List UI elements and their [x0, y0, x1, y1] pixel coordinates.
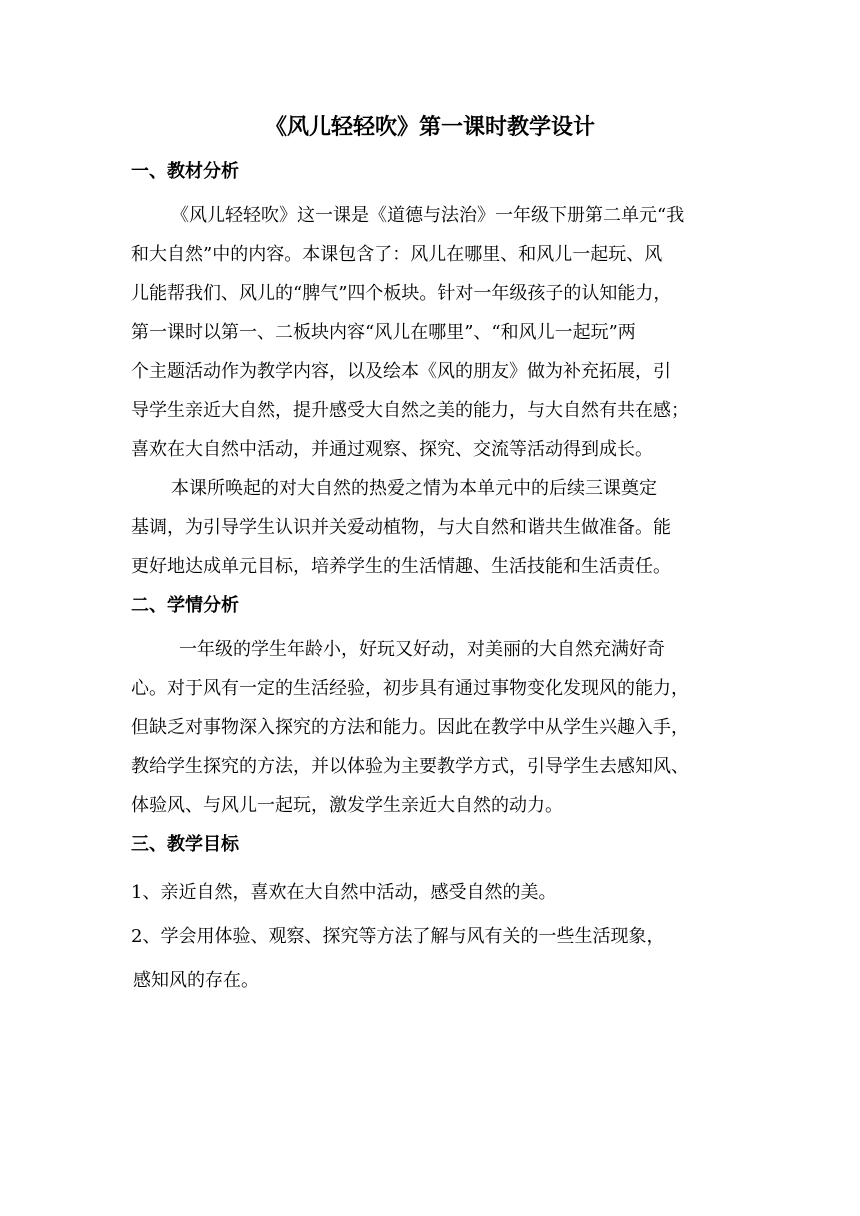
text-line: 2、学会用体验、观察、探究等方法了解与风有关的一些生活现象，: [131, 926, 665, 947]
text-line: 更好地达成单元目标，培养学生的生活情趣、生活技能和生活责任。: [131, 556, 671, 577]
paragraph-textbook-analysis-2: [131, 469, 743, 586]
goal-item-1: [131, 871, 743, 915]
paragraph-student-analysis: [131, 630, 743, 825]
section-heading-student-analysis: 二、学情分析: [131, 595, 239, 616]
text-line: 教给学生探究的方法，并以体验为主要教学方式，引导学生去感知风、: [131, 756, 689, 777]
text-line: 但缺乏对事物深入探究的方法和能力。因此在教学中从学生兴趣入手，: [131, 717, 689, 738]
text-line: 体验风、与风儿一起玩，激发学生亲近大自然的动力。: [131, 795, 563, 816]
text-line: 《风儿轻轻吹》这一课是《道德与法治》一年级下册第二单元“我: [171, 205, 685, 226]
text-line: 本课所唤起的对大自然的热爱之情为本单元中的后续三课奠定: [171, 478, 657, 499]
document-title: 《风儿轻轻吹》第一课时教学设计: [264, 115, 595, 140]
text-line: 导学生亲近大自然，提升感受大自然之美的能力，与大自然有共在感；: [131, 400, 689, 421]
text-line: 和大自然”中的内容。本课包含了：风儿在哪里、和风儿一起玩、风: [131, 244, 663, 265]
text-line: 个主题活动作为教学内容，以及绘本《风的朋友》做为补充拓展，引: [131, 361, 671, 382]
text-line: 心。对于风有一定的生活经验，初步具有通过事物变化发现风的能力，: [131, 678, 689, 699]
text-line: 基调，为引导学生认识并关爱动植物，与大自然和谐共生做准备。能: [131, 517, 671, 538]
text-line: 儿能帮我们、风儿的“脾气”四个板块。针对一年级孩子的认知能力，: [131, 283, 672, 304]
text-line: 喜欢在大自然中活动，并通过观察、探究、交流等活动得到成长。: [131, 439, 653, 460]
text-line: 一年级的学生年龄小，好玩又好动，对美丽的大自然充满好奇: [179, 639, 665, 660]
text-line: 感知风的存在。: [133, 970, 259, 991]
paragraph-textbook-analysis-1: [131, 196, 743, 469]
section-heading-teaching-goals: 三、教学目标: [131, 834, 239, 855]
text-line: 1、亲近自然，喜欢在大自然中活动，感受自然的美。: [131, 882, 557, 903]
goal-item-2: [131, 915, 743, 1003]
document-body: [131, 152, 743, 1003]
section-heading-textbook-analysis: 一、教材分析: [131, 161, 239, 182]
text-line: 第一课时以第一、二板块内容“风儿在哪里”、“和风儿一起玩”两: [131, 322, 636, 343]
